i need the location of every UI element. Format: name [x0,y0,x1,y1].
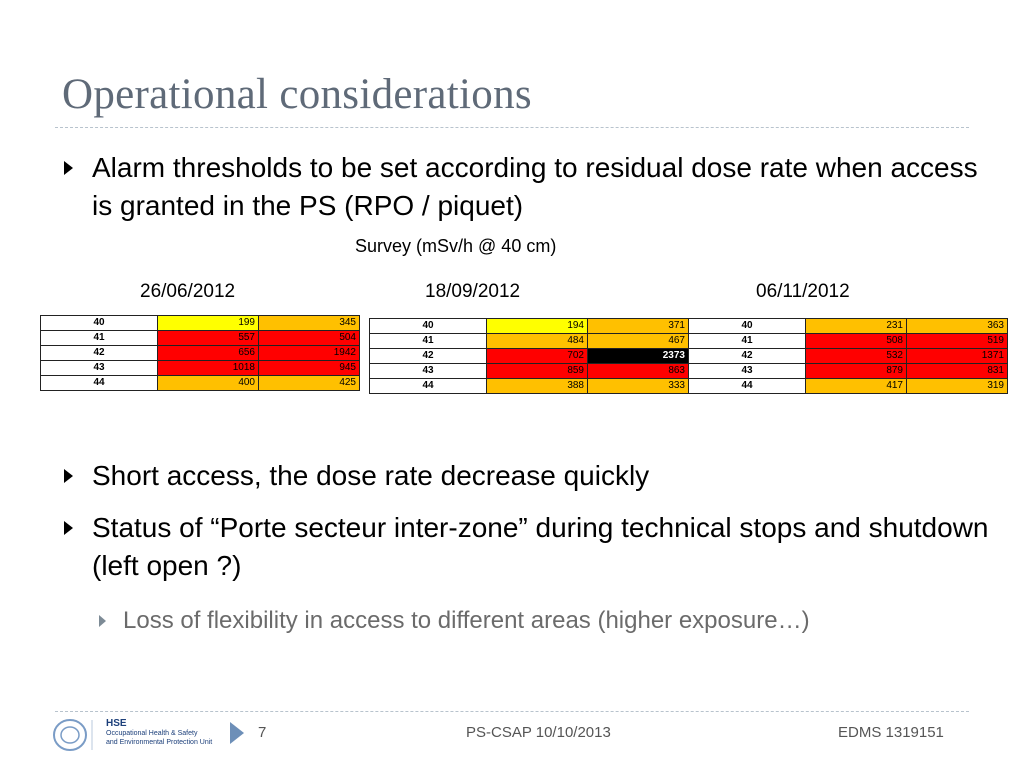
bullet-text: Alarm thresholds to be set according to residual dose rate when access is granted in the PS (RPO / piquet) [92,152,978,221]
dose-rate-cell-a: 508 [806,334,907,349]
table-row [689,334,1008,349]
bullet-alarm-thresholds [92,149,992,225]
dose-rate-cell-a: 484 [487,334,588,349]
bullet-arrow-icon [64,469,73,483]
dose-rate-cell-a: 532 [806,349,907,364]
dose-rate-cell-b: 504 [259,331,360,346]
sector-id-cell: 42 [689,349,806,364]
dose-rate-cell-b: 333 [588,379,689,394]
dose-rate-cell-b: 945 [259,361,360,376]
dose-rate-cell-b: 863 [588,364,689,379]
dose-rate-cell-a: 417 [806,379,907,394]
sector-id-cell: 40 [689,319,806,334]
table-row [689,349,1008,364]
bullet-arrow-icon [64,521,73,535]
dose-rate-cell-a: 879 [806,364,907,379]
dose-rate-cell-b: 831 [907,364,1008,379]
table-row [41,316,360,331]
dose-rate-cell-a: 388 [487,379,588,394]
sector-id-cell: 43 [689,364,806,379]
sector-id-cell: 43 [41,361,158,376]
dose-rate-cell-b: 371 [588,319,689,334]
dose-rate-cell-a: 702 [487,349,588,364]
footer-doc-ref: EDMS 1319151 [838,724,944,741]
dose-rate-cell-b: 467 [588,334,689,349]
sector-id-cell: 40 [370,319,487,334]
logo-org-line-2: and Environmental Protection Unit [106,739,213,746]
bullet-text: Status of “Porte secteur inter-zone” during technical stops and shutdown (left open ?) [92,512,989,581]
sector-id-cell: 44 [689,379,806,394]
page-number: 7 [258,724,267,741]
dose-rate-cell-b: 345 [259,316,360,331]
slide-title: Operational considerations [62,71,532,118]
survey-table-2 [369,318,689,394]
table-row [370,319,689,334]
logo-org-line-1: Occupational Health & Safety [106,730,198,737]
sector-id-cell: 44 [370,379,487,394]
dose-rate-cell-b: 2373 [588,349,689,364]
dose-rate-cell-a: 656 [158,346,259,361]
sector-id-cell: 44 [41,376,158,391]
dose-rate-cell-b: 425 [259,376,360,391]
table-row [370,349,689,364]
dose-rate-cell-b: 363 [907,319,1008,334]
survey-caption: Survey (mSv/h @ 40 cm) [355,236,557,256]
table-row [41,346,360,361]
sector-id-cell: 41 [689,334,806,349]
table-row [370,334,689,349]
sector-id-cell: 41 [41,331,158,346]
survey-date-1: 26/06/2012 [140,281,236,302]
table-row [370,364,689,379]
table-row [41,361,360,376]
sub-bullet-flexibility [123,605,1003,637]
dose-rate-cell-b: 319 [907,379,1008,394]
dose-rate-cell-a: 199 [158,316,259,331]
dose-rate-cell-a: 194 [487,319,588,334]
sector-id-cell: 41 [370,334,487,349]
bullet-short-access [92,457,992,495]
sector-id-cell: 40 [41,316,158,331]
dose-rate-cell-a: 400 [158,376,259,391]
table-row [689,364,1008,379]
cern-logo-icon [50,716,100,754]
dose-rate-cell-b: 1371 [907,349,1008,364]
title-divider [55,127,969,128]
dose-rate-cell-a: 859 [487,364,588,379]
slide-nav-arrow-icon[interactable] [230,722,244,744]
table-row [370,379,689,394]
survey-table-3 [688,318,1008,394]
dose-rate-cell-a: 231 [806,319,907,334]
bullet-text: Short access, the dose rate decrease quickly [92,460,650,491]
sector-id-cell: 42 [41,346,158,361]
sub-bullet-text: Loss of flexibility in access to different areas (higher exposure…) [123,607,810,634]
footer-event: PS-CSAP 10/10/2013 [466,724,611,741]
table-row [41,331,360,346]
dose-rate-cell-b: 1942 [259,346,360,361]
table-row [689,379,1008,394]
survey-table-1 [40,315,360,391]
sector-id-cell: 43 [370,364,487,379]
bullet-arrow-icon [64,161,73,175]
survey-date-2: 18/09/2012 [425,281,521,302]
sub-bullet-arrow-icon [99,615,106,627]
dose-rate-cell-a: 557 [158,331,259,346]
survey-date-3: 06/11/2012 [756,281,850,302]
dose-rate-cell-a: 1018 [158,361,259,376]
table-row [41,376,360,391]
logo-org-name: HSE [106,718,127,729]
sector-id-cell: 42 [370,349,487,364]
bullet-porte-secteur [92,509,992,585]
hse-logo [50,716,250,756]
footer-divider [55,711,969,712]
dose-rate-cell-b: 519 [907,334,1008,349]
table-row [689,319,1008,334]
